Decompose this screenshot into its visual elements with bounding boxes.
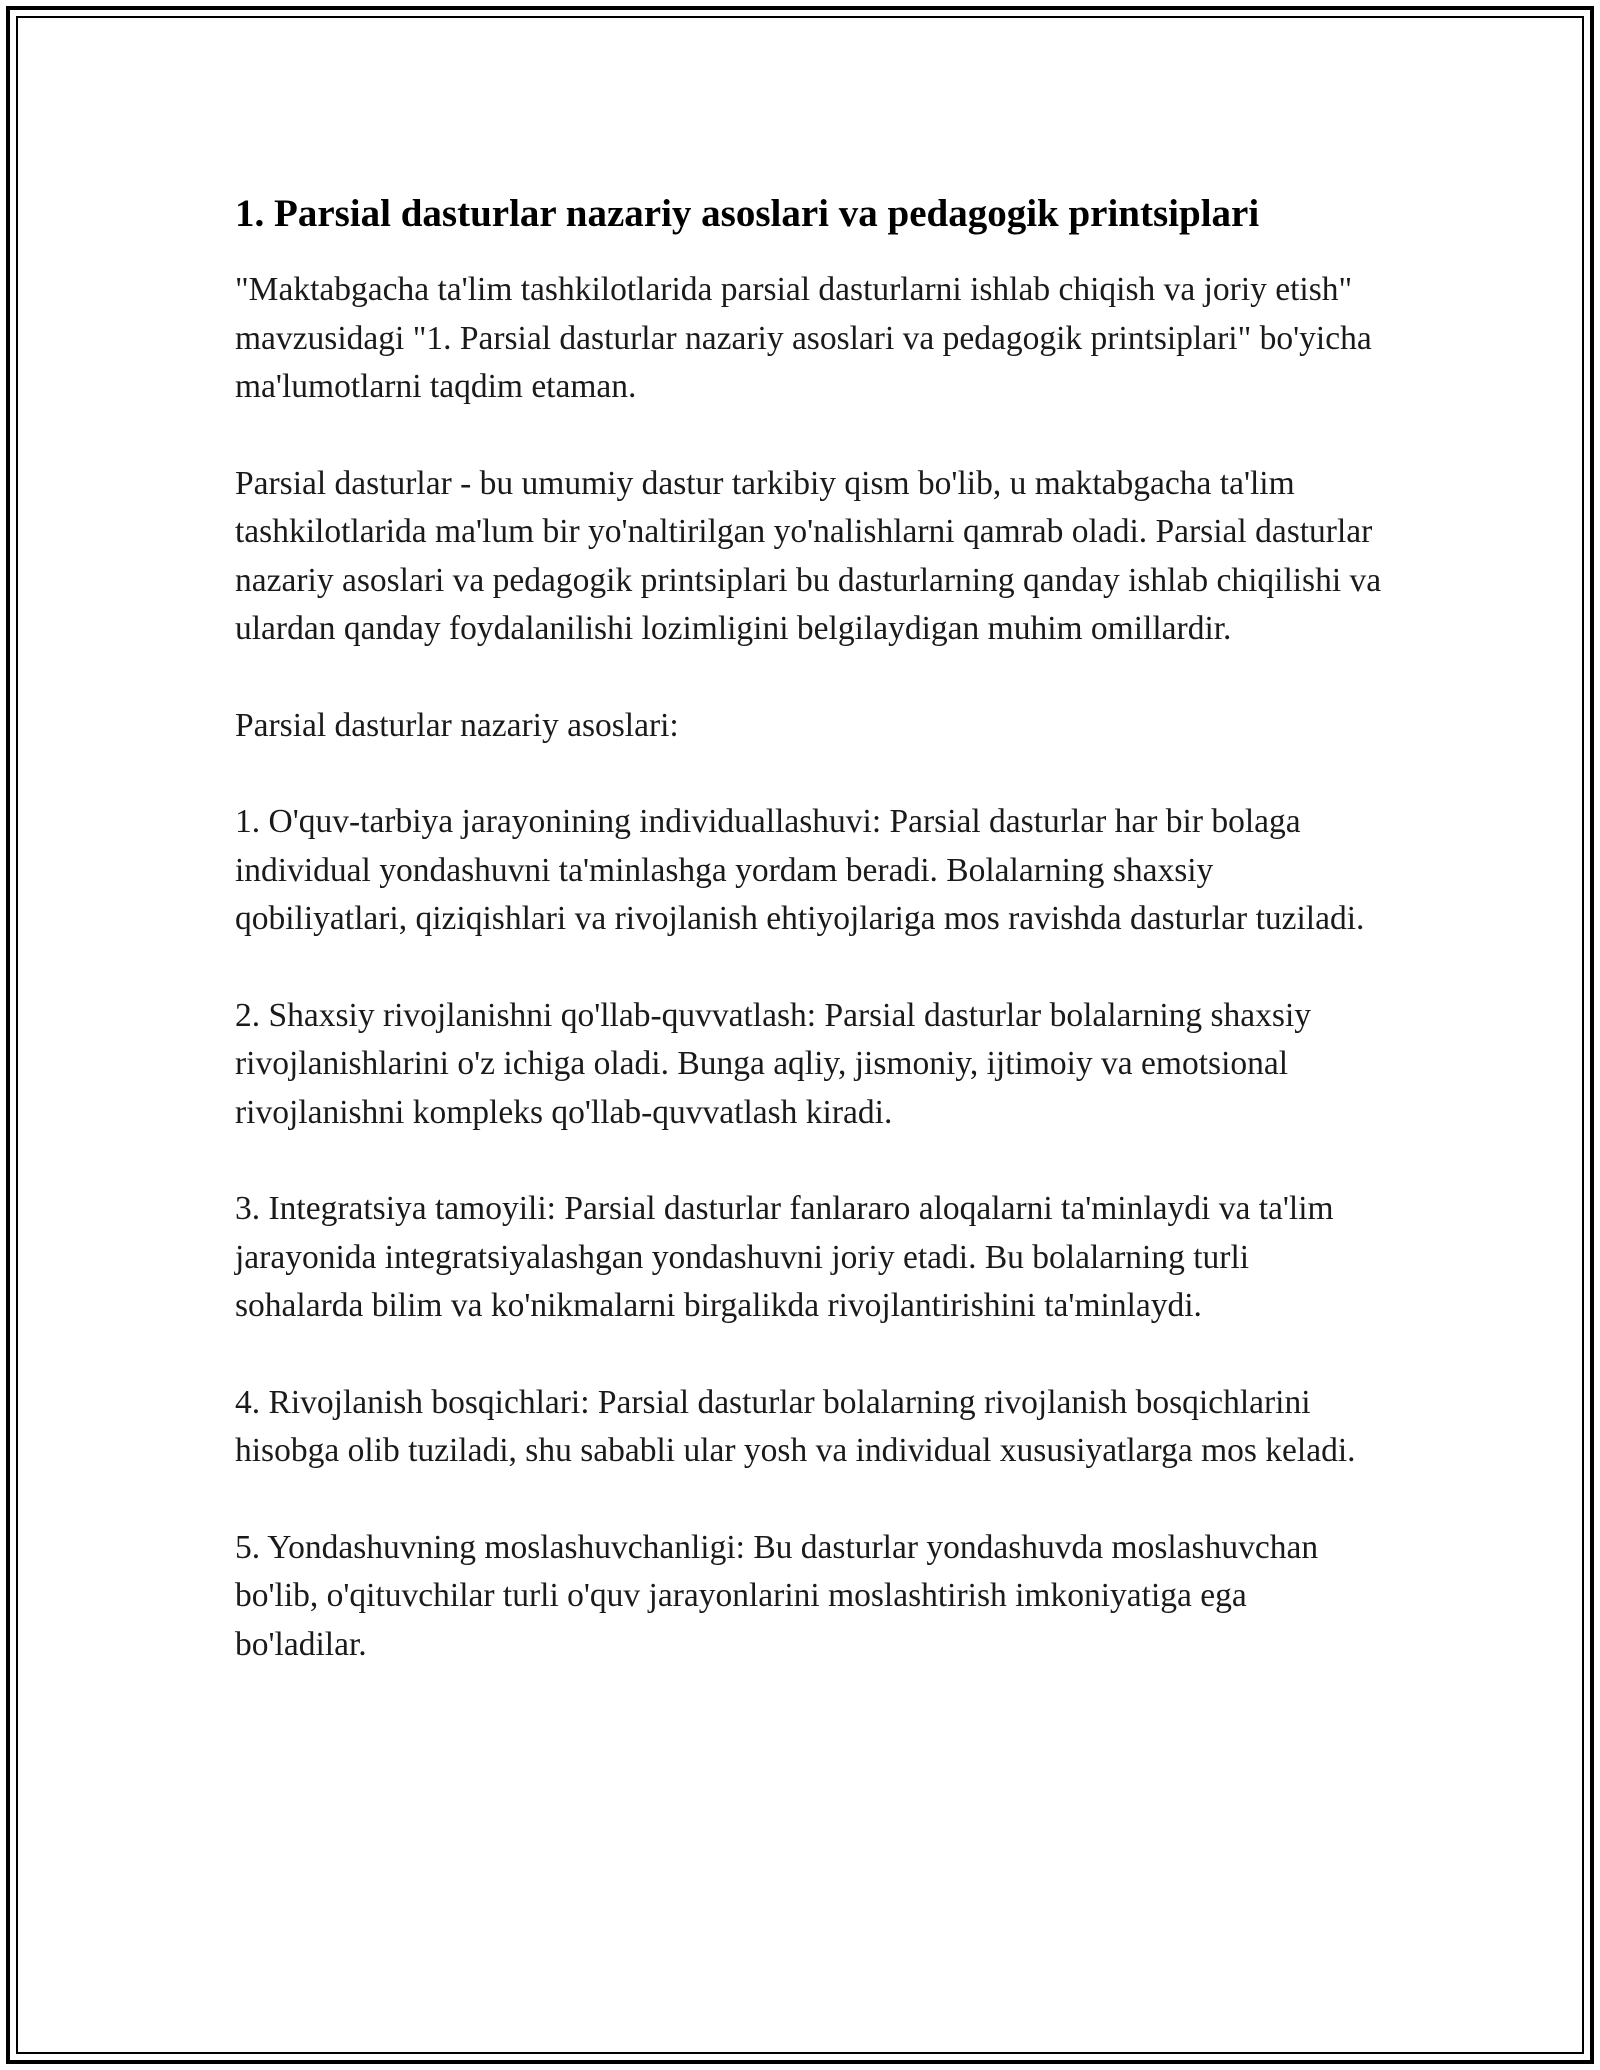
list-item-1: 1. O'quv-tarbiya jarayonining individuallashuvi: Parsial dasturlar har bir bolaga individual yondashuvni ta'minlashga yordam beradi. Bolalarning shaxsiy qobiliyatlari, qiziqishlari va rivojlanish ehtiyojlariga mos ravishda dasturlar tuziladi.: [235, 803, 1365, 937]
list-item-3: 3. Integratsiya tamoyili: Parsial dasturlar fanlararo aloqalarni ta'minlaydi va ta'lim jarayonida integratsiyalashgan yondashuvni joriy etadi. Bu bolalarning turli sohalarda bilim va ko'nikmalarni birgalikda rivojlantirishini ta'minlaydi.: [235, 1190, 1334, 1324]
list-item-2: 2. Shaxsiy rivojlanishni qo'llab-quvvatlash: Parsial dasturlar bolalarning shaxsiy rivojlanishlarini o'z ichiga oladi. Bunga aqliy, jismoniy, ijtimoiy va emotsional rivojlanishni kompleks qo'llab-quvvatlash kiradi.: [235, 996, 1312, 1131]
intro-paragraph: "Maktabgacha ta'lim tashkilotlarida parsial dasturlarni ishlab chiqish va joriy etish" mavzusidagi "1. Parsial dasturlar nazariy asoslari va pedagogik printsiplari" bo'yicha ma'lumotlarni taqdim etaman.: [235, 271, 1372, 405]
document-body: [235, 186, 1385, 1669]
section-heading: Parsial dasturlar nazariy asoslari:: [235, 706, 679, 744]
document-title: 1. Parsial dasturlar nazariy asoslari va pedagogik printsiplari: [235, 192, 1260, 235]
list-item-5: 5. Yondashuvning moslashuvchanligi: Bu dasturlar yondashuvda moslashuvchan bo'lib, o'qituvchilar turli o'quv jarayonlarini moslashtirish imkoniyatiga ega bo'ladilar.: [235, 1528, 1319, 1663]
definition-paragraph: Parsial dasturlar - bu umumiy dastur tarkibiy qism bo'lib, u maktabgacha ta'lim tashkilotlarida ma'lum bir yo'naltirilgan yo'nalishlarni qamrab oladi. Parsial dasturlar nazariy asoslari va pedagogik printsiplari bu dasturlarning qanday ishlab chiqilishi va ulardan qanday foydalanilishi lozimligini belgilaydigan muhim omillardir.: [235, 464, 1382, 647]
list-item-4: 4. Rivojlanish bosqichlari: Parsial dasturlar bolalarning rivojlanish bosqichlarini hisobga olib tuziladi, shu sababli ular yosh va individual xususiyatlarga mos keladi.: [235, 1383, 1356, 1469]
